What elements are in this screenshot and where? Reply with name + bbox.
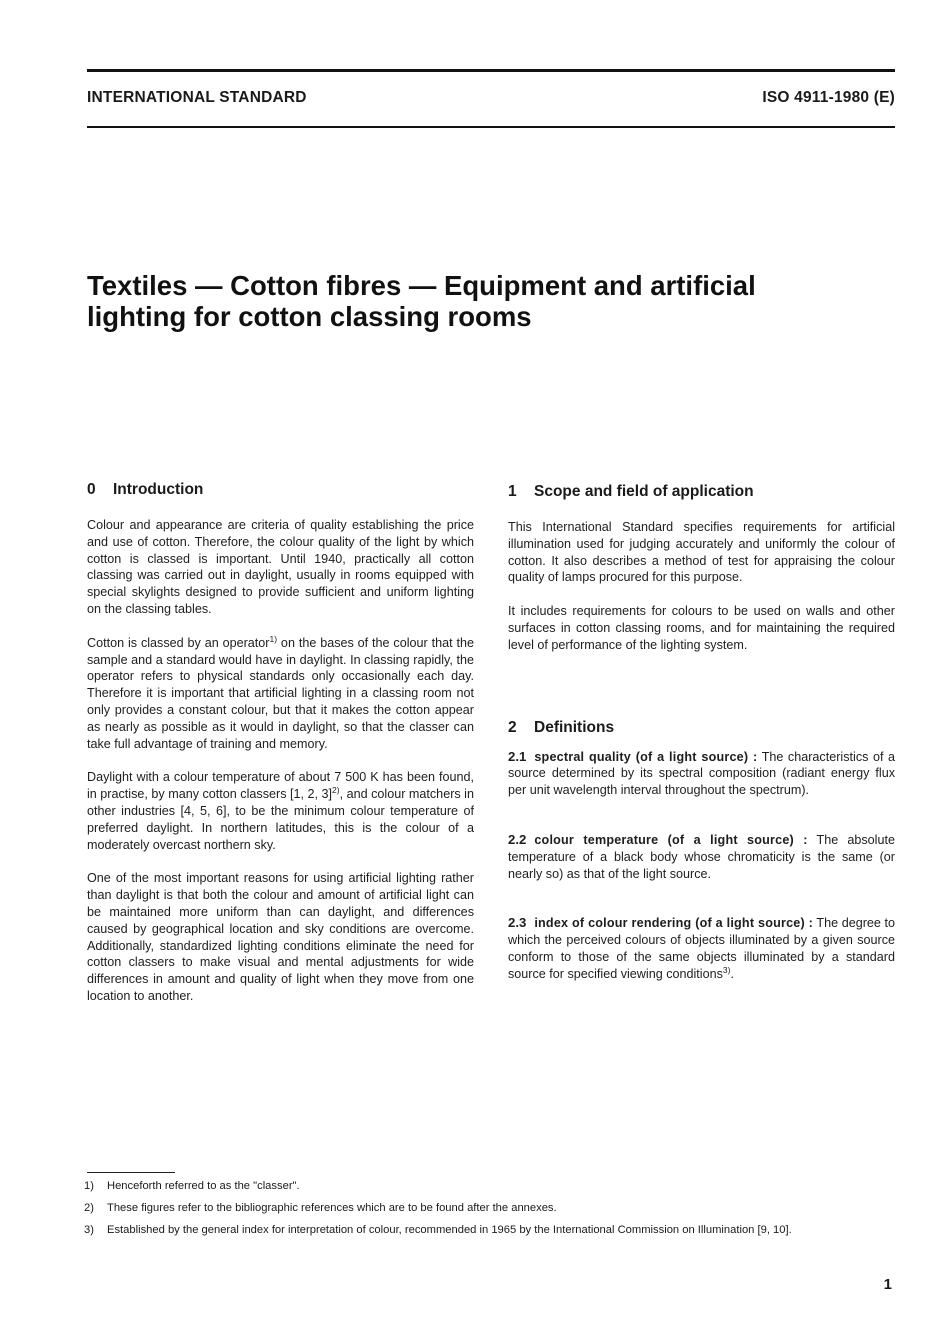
scope-paragraph-2: It includes requirements for colours to be used on walls and other surfaces in cotton classing rooms, and for maintaining the required level of performance of the lighting system. <box>508 604 895 652</box>
standard-type-label: INTERNATIONAL STANDARD <box>87 89 307 106</box>
right-column <box>508 483 895 1016</box>
definitions-heading <box>508 719 895 737</box>
footnote-2: 2) These figures refer to the bibliographic references which are to be found after the annexes. <box>84 1202 557 1214</box>
scope-heading <box>508 483 895 501</box>
introduction-heading <box>87 481 474 499</box>
header-bottom-rule <box>87 126 895 128</box>
footnote-ref-3: 3) <box>722 964 731 975</box>
title-line-1: Textiles — Cotton fibres — Equipment and artificial <box>87 270 756 301</box>
section-title: Scope and field of application <box>534 483 754 500</box>
footnote-separator <box>87 1172 175 1173</box>
standard-number: ISO 4911-1980 (E) <box>762 89 895 106</box>
footnotes <box>84 1179 894 1245</box>
section-number: 2 <box>508 718 517 736</box>
header-top-rule <box>87 69 895 72</box>
footnote-3: 3) Established by the general index for interpretation of colour, recommended in 1965 by the International Commission on Illumination [9, 10]. <box>84 1224 792 1236</box>
intro-paragraph-4: One of the most important reasons for using artificial lighting rather than daylight is that both the colour and amount of artificial light can be maintained more uniform than can daylight, and differences caused by geographical location and sky conditions are overcome. Additionally, standardized lighting conditions eliminate the need for cotton classers to make visual and mental adjustments for wide differences in amount and quality of light when they move from one location to another. <box>87 871 474 1003</box>
section-number: 0 <box>87 481 96 498</box>
scope-section <box>508 483 895 654</box>
definition-term: index of colour rendering (of a light source) : <box>534 916 814 931</box>
section-title: Introduction <box>113 481 204 498</box>
intro-paragraph-2: Cotton is classed by an operator$^{1)}$ on the bases of the colour that the sample and a standard would have in daylight. In classing rapidly, the operator refers to physical standards only occasionally each day. Therefore it is important that artificial lighting in a classing room not only provides a constant colour, but that it makes the cotton appear as nearly as possible as it would in daylight, so that the classer can take full advantage of training and memory. <box>87 633 474 751</box>
definition-2-2: 2.2 colour temperature (of a light source) : The absolute temperature of a black body whose chromaticity is the same (or nearly so) as that of the light source. <box>508 831 895 881</box>
definition-term: colour temperature (of a light source) : <box>534 832 808 847</box>
section-title: Definitions <box>534 718 615 736</box>
intro-paragraph-1: Colour and appearance are criteria of quality establishing the price and use of cotton. Therefore, the colour quality of the light by which cotton is classed is important. Until 1940, practically all cotton classing was carried out in daylight, usually in rooms equipped with special skylights designed to provide sufficient and uniform lighting on the classing tables. <box>87 518 474 616</box>
section-number: 1 <box>508 483 517 500</box>
document-title <box>87 270 887 332</box>
footnote-ref-1: 1) <box>269 633 278 644</box>
title-line-2: lighting for cotton classing rooms <box>87 301 532 332</box>
intro-paragraph-3: Daylight with a colour temperature of about 7 500 K has been found, in practise, by many cotton classers [1, 2, 3]$^{2)}$, and colour matchers in other industries [4, 5, 6], to be the minimum colour temperature of preferred daylight. In northern latitudes, this is the colour of a moderately overcast northern sky. <box>87 770 474 852</box>
scope-paragraph-1: This International Standard specifies requirements for artificial illumination used for judging accurately and uniformly the colour of cotton. It also describes a method of test for appraising the colour quality of lamps procured for this purpose. <box>508 520 895 585</box>
page-number: 1 <box>883 1276 892 1293</box>
definition-2-3: 2.3 index of colour rendering (of a light source) : The degree to which the perceived colours of objects illuminated by a given source conform to those of the same objects illuminated by a standard source for specified viewing conditions$^{3)}$. <box>508 915 895 981</box>
footnote-ref-2: 2) <box>332 785 340 796</box>
footnote-1: 1) Henceforth referred to as the "classer". <box>84 1180 300 1192</box>
definition-term: spectral quality (of a light source) : <box>534 749 758 764</box>
definition-2-1: 2.1 spectral quality (of a light source) : The characteristics of a source determined by its spectral composition (radiant energy flux per unit wavelength interval throughout the spectrum). <box>508 748 895 798</box>
left-column <box>87 481 474 1022</box>
